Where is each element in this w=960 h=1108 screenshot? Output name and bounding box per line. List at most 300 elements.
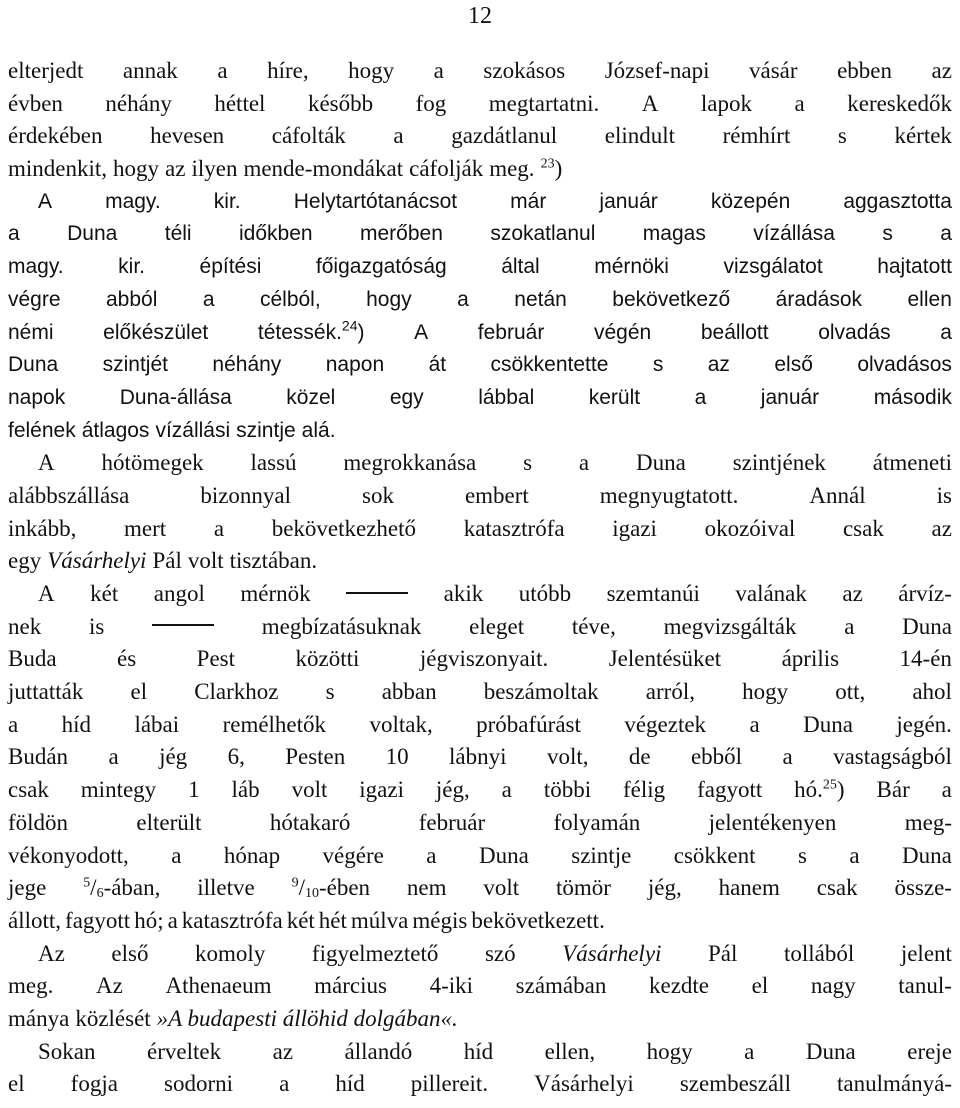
word: alá. (301, 418, 336, 442)
word: szintje (236, 418, 296, 442)
word: Az (96, 973, 123, 999)
word: téve, (571, 613, 616, 639)
word: már (510, 189, 547, 213)
word: s (797, 842, 807, 868)
text-line (8, 1036, 952, 1069)
word: a (108, 744, 119, 770)
word: építési (199, 255, 262, 279)
word: lábnyi (449, 744, 507, 770)
word: s (325, 679, 335, 705)
word: Duna (902, 613, 952, 639)
word: számában (515, 973, 607, 999)
word: a (849, 842, 860, 868)
text-line (8, 872, 952, 905)
word: kereskedők (847, 90, 952, 116)
word: közlését (75, 1005, 151, 1031)
text-line (8, 382, 952, 415)
word: első (774, 353, 813, 377)
word: ellen (907, 287, 952, 311)
word: láb (231, 777, 260, 803)
word: A (38, 581, 55, 606)
word: tanul- (898, 973, 952, 999)
word: annak (122, 58, 178, 83)
word: Az (38, 940, 65, 966)
word: később (307, 90, 374, 116)
word: közepén (710, 189, 791, 213)
word: Pest (196, 646, 236, 672)
word: átmeneti (872, 450, 952, 476)
word: jegén. (896, 711, 952, 737)
word: katasztrófa (181, 907, 283, 933)
word: a (279, 1071, 290, 1097)
word: nek (8, 613, 42, 639)
word: híd (335, 1071, 365, 1097)
word: a (167, 907, 178, 933)
text-line (8, 480, 952, 513)
word: január (599, 189, 658, 213)
word: Vásárhelyi (562, 940, 662, 966)
word: ahol (912, 679, 952, 705)
word: a (202, 287, 215, 311)
word: szembeszáll (679, 1071, 791, 1097)
word: végén (593, 320, 652, 344)
text-line (8, 840, 952, 873)
word: elterjedt (8, 58, 84, 83)
body-text (8, 55, 952, 1101)
text-line (8, 284, 952, 317)
word: ellen, (544, 1038, 596, 1064)
text-line (8, 186, 952, 219)
word: jég, (647, 875, 682, 901)
word: hanem (718, 875, 780, 901)
word: a (940, 222, 952, 246)
word: időkben (239, 222, 313, 246)
word: és (117, 646, 137, 672)
word: a (941, 777, 952, 803)
word: magas (642, 222, 706, 246)
word: »A budapesti állöhid dolgában«. (156, 1005, 458, 1031)
word: állott, (8, 907, 62, 933)
word: felének (8, 418, 76, 442)
word: $^{23}$) (540, 156, 563, 182)
word: volt (187, 548, 224, 574)
word: előkészület (103, 320, 209, 344)
word: Annál (809, 482, 866, 508)
word: tömör (556, 875, 611, 901)
word: szemtanúi (606, 581, 700, 606)
word: többi (543, 777, 592, 803)
word: január (760, 385, 820, 409)
word: érveltek (147, 1038, 222, 1064)
word: hó.$^{25}$) (794, 777, 845, 803)
word: Pesten (285, 744, 346, 770)
word: sok (362, 482, 394, 508)
word: került (588, 385, 641, 409)
text-line (8, 578, 952, 611)
word: az (272, 1038, 294, 1064)
text-line (8, 807, 952, 840)
word: két (90, 581, 119, 606)
word: a (794, 90, 805, 116)
word: a (782, 744, 793, 770)
text-line (8, 905, 952, 938)
word: beszámoltak (483, 679, 599, 705)
word: április (781, 646, 840, 672)
word: fagyott (697, 777, 763, 803)
word: a (578, 450, 590, 476)
word: magy. (8, 255, 64, 279)
word: félig (623, 777, 666, 803)
word: a (940, 320, 952, 344)
word: igazi (612, 515, 657, 541)
word: mindenkit, (8, 156, 108, 182)
word: lábbal (478, 385, 535, 409)
word: 1 (188, 777, 200, 803)
word: ilyen (191, 156, 238, 182)
word: két (286, 907, 315, 933)
text-line (8, 643, 952, 676)
word: március (314, 973, 387, 999)
word: némi (8, 320, 54, 344)
word: megnyugtatott. (599, 482, 739, 508)
word: merőben (360, 222, 443, 246)
word: olvadásos (857, 353, 952, 377)
text-line (8, 611, 952, 644)
word: híre, (267, 58, 309, 83)
word: csak (816, 875, 858, 901)
word: szokásos (483, 58, 566, 83)
word: 10 (385, 744, 409, 770)
word: téli (164, 222, 192, 246)
word: A (414, 320, 429, 344)
word: 4-iki (429, 973, 474, 999)
word: vízállási (155, 418, 231, 442)
word: a (171, 842, 182, 868)
word: s (523, 450, 533, 476)
word (346, 578, 408, 611)
word: József-napi (604, 58, 710, 83)
word: egy (389, 385, 424, 409)
text-line (8, 415, 952, 448)
word: jégviszonyait. (419, 646, 549, 672)
word: szokatlanul (490, 222, 596, 246)
word: Duna (478, 842, 529, 868)
word: mintegy (80, 777, 157, 803)
word: netán (514, 287, 567, 311)
word: a (433, 58, 444, 83)
word: szintje (571, 842, 632, 868)
word: kezdte (649, 973, 710, 999)
word: olvadás (818, 320, 891, 344)
word: főigazgatóság (315, 255, 447, 279)
word: csak (8, 777, 49, 803)
text-line (8, 709, 952, 742)
word: Buda (8, 646, 57, 672)
word: figyelmeztető (311, 940, 439, 966)
text-line (8, 317, 952, 350)
word: a (844, 613, 855, 639)
word: csökkent (673, 842, 756, 868)
word: jég (159, 744, 188, 770)
word: hónap (223, 842, 281, 868)
word: nagy (810, 973, 856, 999)
word: Vásárhelyi (534, 1071, 634, 1097)
word: valának (735, 581, 807, 606)
word: 14-én (899, 646, 952, 672)
word: közötti (295, 646, 360, 672)
word: hogy (348, 58, 395, 83)
word: vízállása (753, 222, 835, 246)
word: meg- (904, 809, 952, 835)
word: bekövetkező (612, 287, 731, 311)
word: is (936, 482, 952, 508)
word: az (931, 58, 952, 83)
word: hét (318, 907, 347, 933)
word: fogja (70, 1071, 118, 1097)
word: hogy (646, 1038, 693, 1064)
word: február (477, 320, 545, 344)
word: megrokkanása (343, 450, 477, 476)
word: ott, (835, 679, 866, 705)
word: Duna (8, 353, 59, 377)
word: Jelentésüket (608, 646, 722, 672)
word: arról, (645, 679, 695, 705)
word: akik (443, 581, 484, 606)
word: inkább, (8, 515, 77, 541)
word: lábai (134, 711, 180, 737)
word: volt (291, 777, 328, 803)
text-line (8, 349, 952, 382)
word: fagyott (65, 907, 131, 933)
word: vásár (749, 58, 798, 83)
text-line (8, 774, 952, 807)
word: volt (483, 875, 520, 901)
word: meg. (8, 973, 54, 999)
word: jég, (435, 777, 470, 803)
word: a (8, 711, 19, 737)
word: Duna (805, 1038, 856, 1064)
word: okozóival (704, 515, 796, 541)
word: alábbszállása (8, 482, 130, 508)
word: Clarkhoz (194, 679, 279, 705)
word: is (88, 613, 105, 639)
text-line (8, 251, 952, 284)
word: hó; (134, 907, 164, 933)
word: Duna (67, 222, 118, 246)
word: embert (464, 482, 529, 508)
word: híd (463, 1038, 494, 1064)
word: A (641, 90, 659, 116)
page-number: 12 (468, 3, 492, 29)
word: gazdátlanul (451, 123, 558, 149)
word: lassú (250, 450, 297, 476)
word: hótakaró (269, 809, 351, 835)
word: Budán (8, 744, 69, 770)
word: második (873, 385, 952, 409)
word: volt, (546, 744, 589, 770)
word: híd (61, 711, 92, 737)
word: Pál (152, 548, 182, 574)
word: a (426, 842, 437, 868)
word: s (837, 123, 847, 149)
word: áradások (775, 287, 863, 311)
word: aggasztotta (843, 189, 952, 213)
word: elterült (136, 809, 202, 835)
word: mende-mondákat (243, 156, 404, 182)
text-line (8, 676, 952, 709)
word: az (707, 353, 730, 377)
word: a (744, 1038, 755, 1064)
word: egy (8, 548, 42, 574)
word: meg. (489, 156, 535, 182)
word: néhány (105, 90, 172, 116)
word: A (38, 189, 53, 213)
word: állandó (344, 1038, 413, 1064)
word: folyamán (553, 809, 641, 835)
word: néhány (212, 353, 282, 377)
word: megvizsgálták (663, 613, 797, 639)
word: február (418, 809, 486, 835)
word: komoly (195, 940, 266, 966)
word: 6, (227, 744, 245, 770)
word: jelent (900, 940, 952, 966)
word: ebből (690, 744, 743, 770)
word: utóbb (518, 581, 572, 606)
word: a (393, 123, 404, 149)
word: remélhetők (222, 711, 327, 737)
text-line (8, 120, 952, 153)
word: mert (124, 515, 167, 541)
word: héttel (214, 90, 266, 116)
word: mégis (412, 907, 468, 933)
word: hogy (113, 156, 160, 182)
word: a (501, 777, 512, 803)
word: célból, (259, 287, 321, 311)
word: katasztrófa (463, 515, 565, 541)
word: lapok (700, 90, 753, 116)
word: vizsgálatot (723, 255, 823, 279)
word: végére (322, 842, 384, 868)
word: a (749, 711, 760, 737)
word: igazi (359, 777, 404, 803)
word: közel (286, 385, 336, 409)
word: Duna (803, 711, 853, 737)
word: csak (842, 515, 884, 541)
word: vastagságból (833, 744, 952, 770)
word: voltak, (369, 711, 433, 737)
word: s (882, 222, 893, 246)
word: A (38, 450, 55, 476)
word: rémhírt (722, 123, 791, 149)
word: magy. (105, 189, 161, 213)
word: angol (153, 581, 205, 606)
word: napon (325, 353, 385, 377)
word: Duna-állása (119, 385, 232, 409)
word: vékonyodott, (8, 842, 129, 868)
word: az (842, 581, 863, 606)
word: s (652, 353, 664, 377)
word: jege (8, 875, 47, 901)
text-line (8, 970, 952, 1003)
text-line (8, 447, 952, 480)
word: földön (8, 809, 69, 835)
word: Bár (876, 777, 910, 803)
word: hevesen (150, 123, 225, 149)
word: kir. (213, 189, 241, 213)
word: csökkentette (490, 353, 609, 377)
text-line (8, 88, 952, 121)
word: el (130, 679, 148, 705)
word: a (457, 287, 469, 311)
word: ereje (907, 1038, 952, 1064)
word: megtartatni. (488, 90, 600, 116)
word: bizonnyal (200, 482, 292, 508)
word: jelentékenyen (708, 809, 837, 835)
word: hajtatott (877, 255, 952, 279)
word: tollából (783, 940, 855, 966)
word: Duna (636, 450, 686, 476)
word: napok (8, 385, 66, 409)
text-line (8, 1003, 952, 1036)
text-line (8, 218, 952, 251)
word: ebben (837, 58, 892, 83)
word: el (8, 1071, 25, 1097)
word: tisztában. (229, 548, 318, 574)
word: abban (381, 679, 437, 705)
word: szintjét (102, 353, 168, 377)
text-line (8, 1068, 952, 1101)
word: elindult (604, 123, 676, 149)
word: bekövetkezhető (271, 515, 417, 541)
word: az (165, 156, 186, 182)
word: össze- (894, 875, 952, 901)
word: végre (8, 287, 61, 311)
word: évben (8, 90, 63, 116)
word: nem (406, 875, 447, 901)
word: végeztek (624, 711, 707, 737)
word: szó (484, 940, 516, 966)
word (152, 611, 214, 644)
word: Athenaeum (165, 973, 272, 999)
word: Helytartótanácsot (293, 189, 458, 213)
word: $^9/_{10}$-ében (291, 875, 371, 902)
text-line (8, 55, 952, 88)
word: első (111, 940, 149, 966)
word: fog (415, 90, 447, 116)
word: át (428, 353, 447, 377)
word: Pál (708, 940, 738, 966)
word: mánya (8, 1005, 70, 1031)
word: abból (105, 287, 158, 311)
word: sodorni (164, 1071, 233, 1097)
word: hogy (742, 679, 789, 705)
word: beállott (700, 320, 769, 344)
word: pillereit. (410, 1071, 489, 1097)
word: illetve (197, 875, 255, 901)
word: által (501, 255, 540, 279)
word: de (628, 744, 651, 770)
word: szintjének (732, 450, 826, 476)
word: el (751, 973, 769, 999)
word: az (931, 515, 952, 541)
word: átlagos (81, 418, 150, 442)
word: $^5/_6$-ában, (83, 875, 161, 902)
word: a (8, 222, 20, 246)
word: cáfolják (409, 156, 484, 182)
word: bekövetkezett. (471, 907, 605, 933)
text-line (8, 513, 952, 546)
word: múlva (350, 907, 409, 933)
